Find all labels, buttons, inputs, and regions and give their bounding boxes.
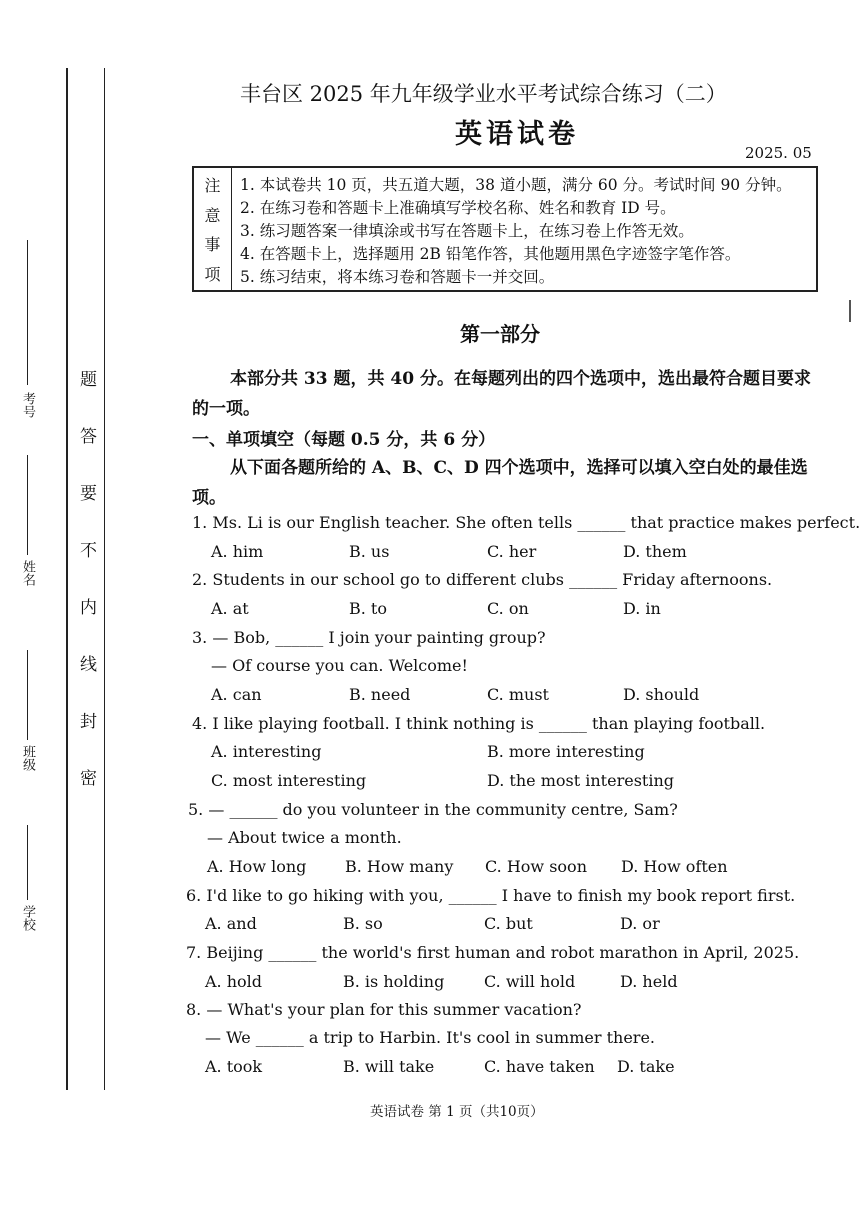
exam-number-label: 考号 xyxy=(20,392,35,418)
seal-char: 不 xyxy=(80,541,97,561)
binding-line-outer xyxy=(66,68,68,1090)
notice-item: 3. 练习题答案一律填涂或书写在答题卡上，在练习卷上作答无效。 xyxy=(240,222,694,240)
notice-label-char: 注 xyxy=(204,176,221,196)
option-c[interactable]: C. most interesting xyxy=(211,771,367,790)
option-a[interactable]: A. took xyxy=(205,1057,263,1076)
seal-char: 题 xyxy=(80,370,97,390)
option-a[interactable]: A. at xyxy=(211,599,249,618)
option-d[interactable]: D. in xyxy=(623,599,661,618)
part-title: 第一部分 xyxy=(460,322,540,346)
question-stem: 8. — What's your plan for this summer vacation? xyxy=(186,1000,582,1019)
option-b[interactable]: B. more interesting xyxy=(487,742,645,761)
notice-box xyxy=(192,166,818,292)
notice-items xyxy=(232,168,816,290)
option-d[interactable]: D. held xyxy=(620,972,678,991)
option-b[interactable]: B. us xyxy=(349,542,390,561)
option-c[interactable]: C. will hold xyxy=(484,972,576,991)
school-label: 学校 xyxy=(20,905,35,931)
name-field[interactable] xyxy=(27,455,28,555)
binding-line-inner xyxy=(104,68,105,1090)
exam-date: 2025. 05 xyxy=(745,144,812,162)
notice-label-char: 项 xyxy=(204,264,221,284)
option-b[interactable]: B. is holding xyxy=(343,972,445,991)
school-field[interactable] xyxy=(27,825,28,900)
option-b[interactable]: B. need xyxy=(349,685,411,704)
option-d[interactable]: D. take xyxy=(617,1057,675,1076)
seal-char: 要 xyxy=(80,484,97,504)
notice-item: 2. 在练习卷和答题卡上准确填写学校名称、姓名和教育 ID 号。 xyxy=(240,199,676,217)
question-stem: 1. Ms. Li is our English teacher. She often tells ______ that practice makes perfect. xyxy=(192,513,860,532)
option-a[interactable]: A. and xyxy=(205,914,257,933)
notice-item: 1. 本试卷共 10 页，共五道大题，38 道小题，满分 60 分。考试时间 90 分钟。 xyxy=(240,176,792,194)
exam-number-field[interactable] xyxy=(27,240,28,385)
class-field[interactable] xyxy=(27,650,28,740)
class-label: 班级 xyxy=(20,745,35,771)
page-footer: 英语试卷 第 1 页（共10页） xyxy=(370,1104,544,1120)
notice-label xyxy=(194,168,232,290)
option-c[interactable]: C. How soon xyxy=(485,857,587,876)
section-instruction: 从下面各题所给的 A、B、C、D 四个选项中，选择可以填入空白处的最佳选项。 xyxy=(192,458,808,508)
option-b[interactable]: B. How many xyxy=(345,857,454,876)
question-reply: — Of course you can. Welcome! xyxy=(211,656,468,675)
notice-item: 4. 在答题卡上，选择题用 2B 铅笔作答，其他题用黑色字迹签字笔作答。 xyxy=(240,245,741,263)
scan-mark xyxy=(849,300,851,322)
seal-char: 线 xyxy=(80,655,97,675)
option-a[interactable]: A. interesting xyxy=(211,742,322,761)
option-b[interactable]: B. will take xyxy=(343,1057,435,1076)
notice-item: 5. 练习结束，将本练习卷和答题卡一并交回。 xyxy=(240,268,555,286)
option-d[interactable]: D. them xyxy=(623,542,687,561)
option-a[interactable]: A. can xyxy=(211,685,262,704)
seal-char: 密 xyxy=(80,769,97,789)
question-stem: 4. I like playing football. I think nothing is ______ than playing football. xyxy=(192,714,766,733)
option-b[interactable]: B. so xyxy=(343,914,383,933)
question-stem: 6. I'd like to go hiking with you, ______ I have to finish my book report first. xyxy=(186,886,796,905)
seal-char: 封 xyxy=(80,712,97,732)
option-d[interactable]: D. or xyxy=(620,914,660,933)
option-c[interactable]: C. but xyxy=(484,914,533,933)
option-c[interactable]: C. on xyxy=(487,599,529,618)
seal-char: 答 xyxy=(80,427,97,447)
notice-label-char: 事 xyxy=(204,235,221,255)
exam-title: 丰台区 2025 年九年级学业水平考试综合练习（二） xyxy=(240,82,727,106)
seal-char: 内 xyxy=(80,598,97,618)
seal-line-text xyxy=(80,370,97,826)
option-d[interactable]: D. should xyxy=(623,685,700,704)
exam-subtitle: 英语试卷 xyxy=(455,119,579,150)
name-label: 姓名 xyxy=(20,560,35,586)
question-stem: 5. — ______ do you volunteer in the community centre, Sam? xyxy=(188,800,678,819)
option-c[interactable]: C. must xyxy=(487,685,549,704)
option-b[interactable]: B. to xyxy=(349,599,387,618)
question-stem: 3. — Bob, ______ I join your painting group? xyxy=(192,628,546,647)
option-d[interactable]: D. How often xyxy=(621,857,728,876)
question-reply: — About twice a month. xyxy=(207,828,402,847)
question-stem: 2. Students in our school go to different clubs ______ Friday afternoons. xyxy=(192,570,773,589)
option-c[interactable]: C. her xyxy=(487,542,537,561)
notice-label-char: 意 xyxy=(204,205,221,225)
option-a[interactable]: A. How long xyxy=(207,857,307,876)
section-title: 一、单项填空（每题 0.5 分，共 6 分） xyxy=(192,430,496,450)
option-a[interactable]: A. hold xyxy=(205,972,263,991)
part-intro: 本部分共 33 题，共 40 分。在每题列出的四个选项中，选出最符合题目要求的一项。 xyxy=(192,369,811,419)
option-d[interactable]: D. the most interesting xyxy=(487,771,674,790)
question-stem: 7. Beijing ______ the world's first human and robot marathon in April, 2025. xyxy=(186,943,800,962)
question-reply: — We ______ a trip to Harbin. It's cool in summer there. xyxy=(205,1028,655,1047)
option-a[interactable]: A. him xyxy=(211,542,264,561)
option-c[interactable]: C. have taken xyxy=(484,1057,595,1076)
